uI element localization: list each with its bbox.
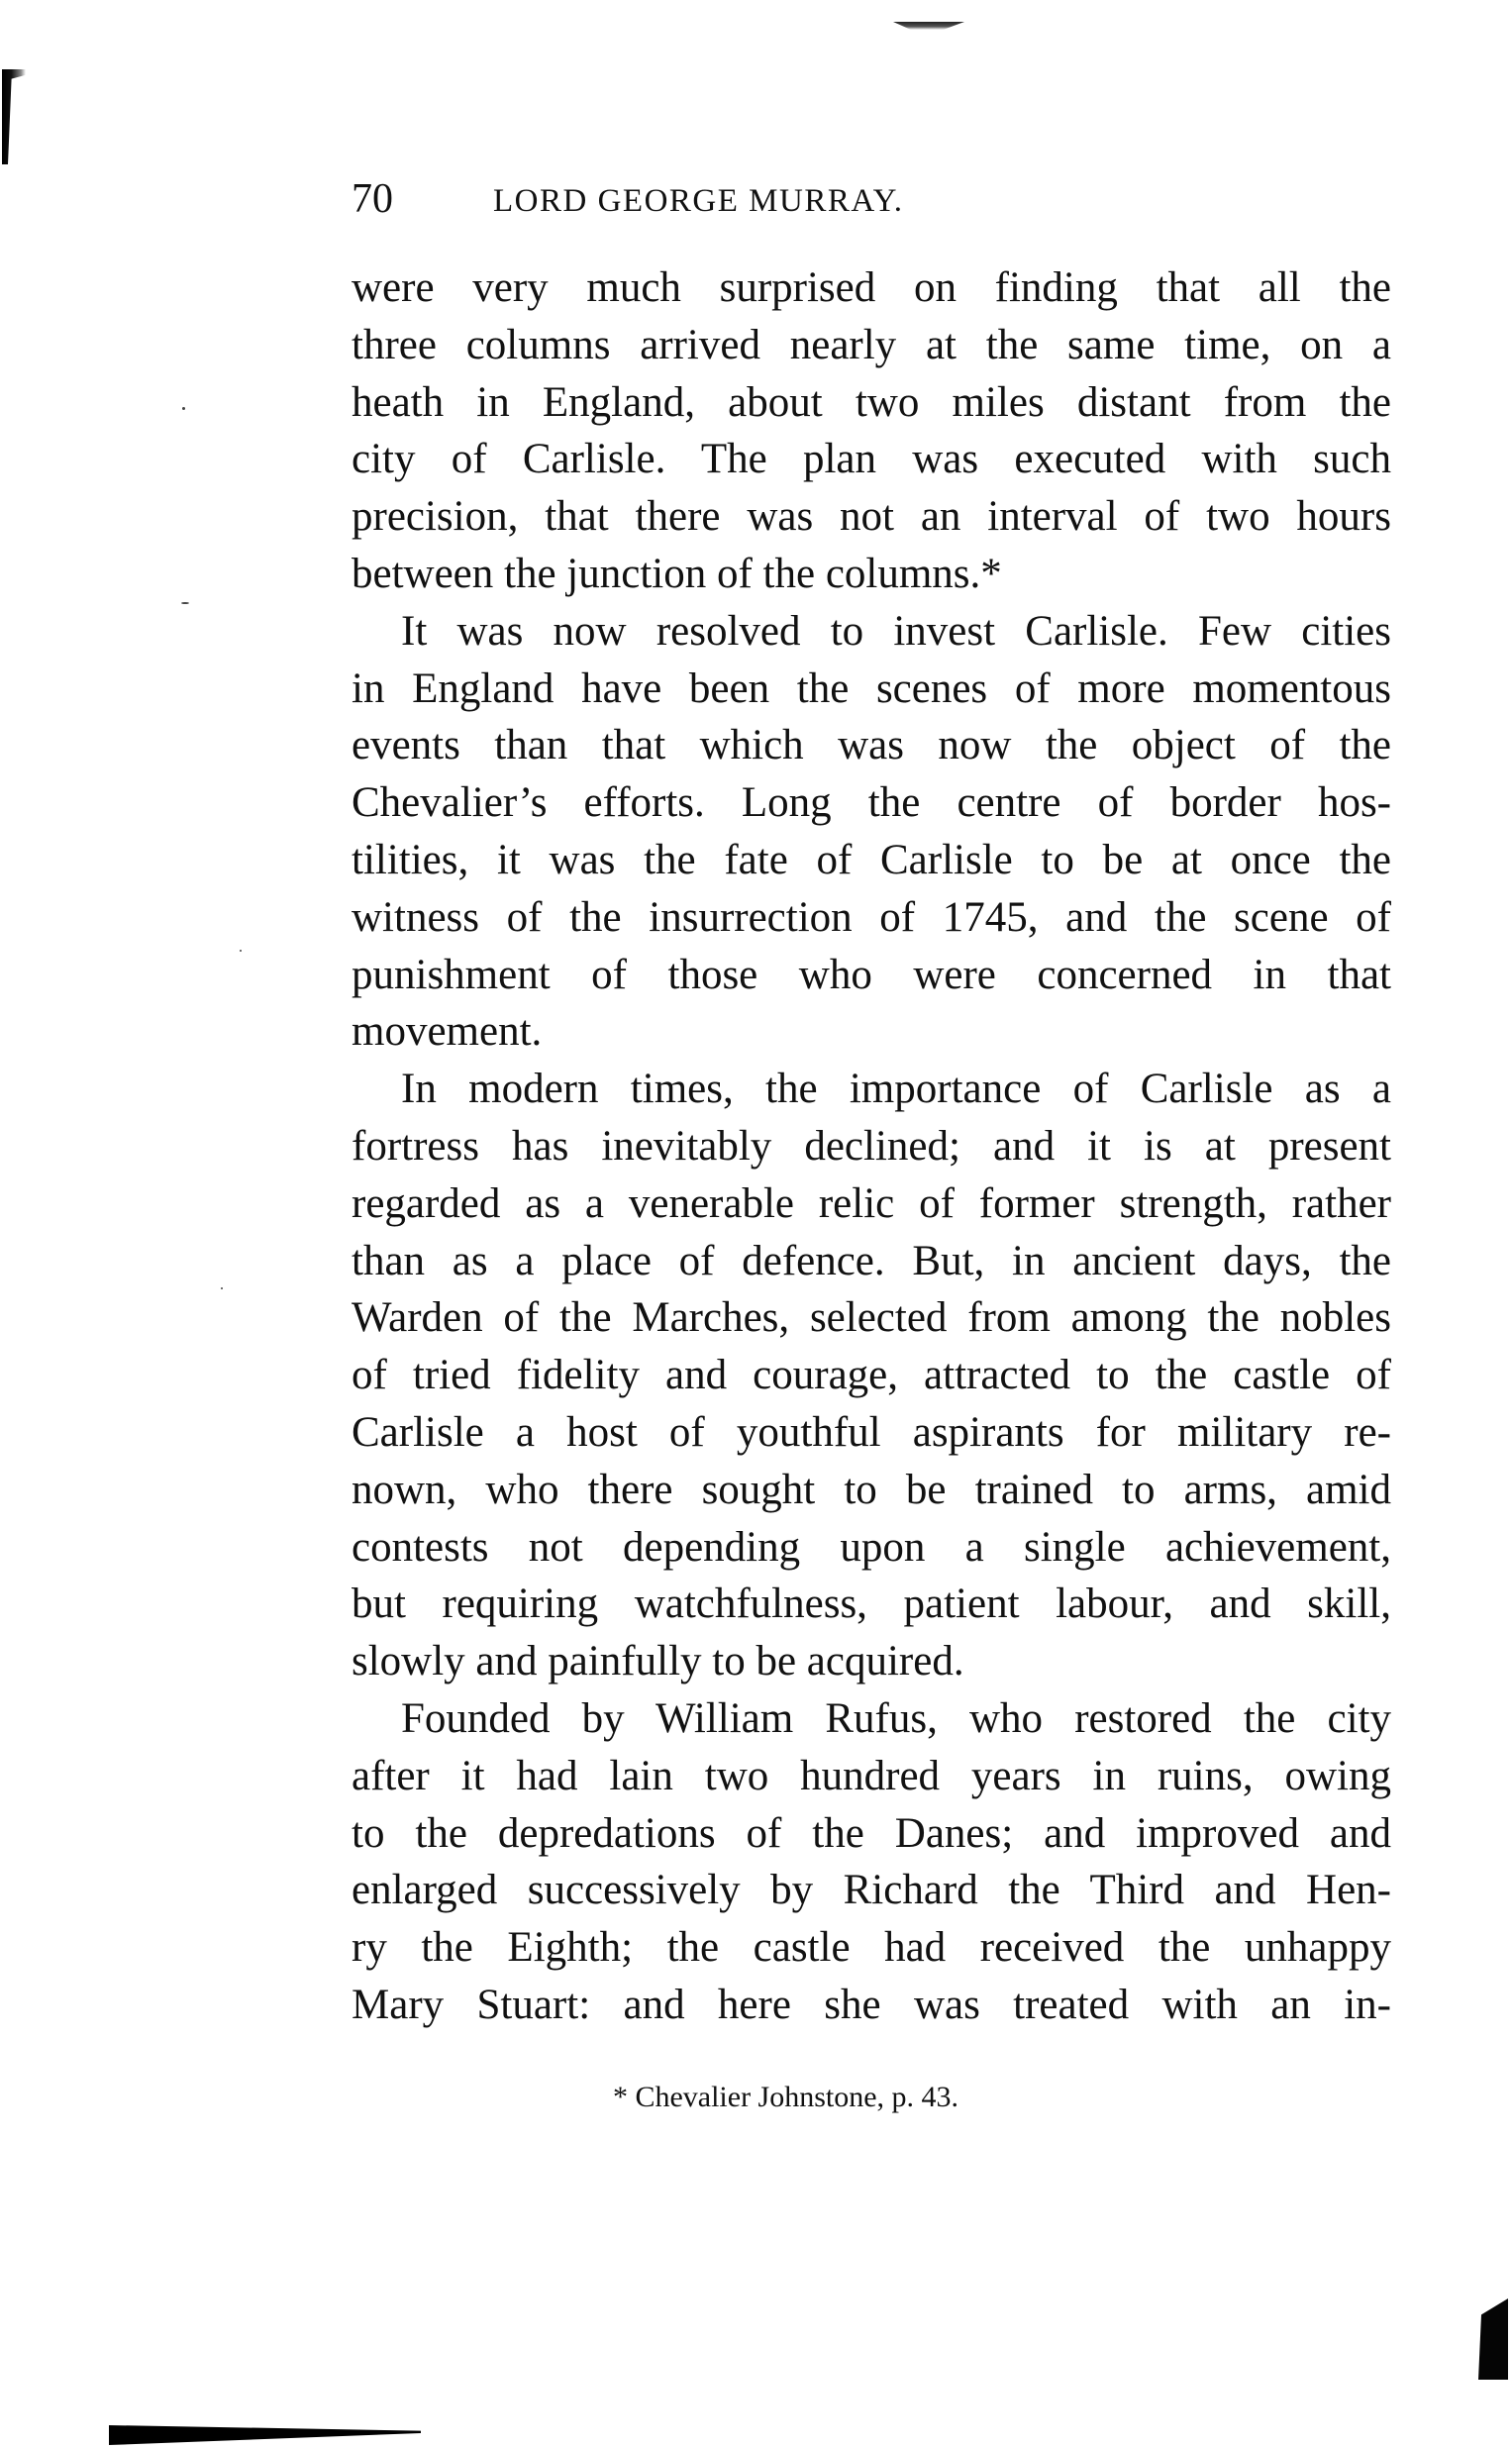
- text-line: between the junction of the columns.*: [352, 550, 1002, 597]
- text-line: witness of the insurrection of 1745, and the scene of: [352, 893, 1391, 941]
- text-line: nown, who there sought to be trained to arms, amid: [352, 1466, 1391, 1513]
- text-line: Chevalier’s efforts. Long the centre of border hos-: [352, 779, 1391, 827]
- text-line: regarded as a venerable relic of former strength, rather: [352, 1179, 1391, 1227]
- footnote: * Chevalier Johnstone, p. 43.: [612, 2081, 959, 2113]
- text-line: ry the Eighth; the castle had received the unhappy: [352, 1924, 1391, 1972]
- text-line: city of Carlisle. The plan was executed with such: [352, 436, 1391, 483]
- text-line: punishment of those who were concerned in that: [352, 951, 1391, 998]
- text-line: to the depredations of the Danes; and improved and: [352, 1809, 1391, 1857]
- text-line: but requiring watchfulness, patient labour, and skill,: [352, 1581, 1391, 1628]
- text-line: Warden of the Marches, selected from among the nobles: [352, 1294, 1391, 1342]
- running-head: [352, 174, 1391, 224]
- text-line: tilities, it was the fate of Carlisle to be at once the: [352, 836, 1391, 883]
- text-line: Mary Stuart: and here she was treated with an in-: [352, 1981, 1391, 2028]
- text-line: heath in England, about two miles distant from the: [352, 378, 1391, 426]
- text-line: in England have been the scenes of more momentous: [352, 664, 1391, 712]
- text-line: of tried fidelity and courage, attracted to the castle of: [352, 1352, 1391, 1399]
- scan-artifact-left-corner: [2, 69, 26, 164]
- body-text: [352, 259, 1391, 2034]
- scan-speck: [182, 407, 185, 410]
- text-line: In modern times, the importance of Carlisle as a: [401, 1066, 1391, 1113]
- text-line: three columns arrived nearly at the same time, on a: [352, 321, 1391, 368]
- text-line: events than that which was now the object of the: [352, 722, 1391, 769]
- text-line: fortress has inevitably declined; and it is at present: [352, 1122, 1391, 1170]
- text-line: than as a place of defence. But, in ancient days, the: [352, 1237, 1391, 1284]
- text-line: Founded by William Rufus, who restored the city: [401, 1694, 1391, 1742]
- text-line: precision, that there was not an interval of two hours: [352, 493, 1391, 541]
- text-line: after it had lain two hundred years in ruins, owing: [352, 1752, 1391, 1799]
- text-line: slowly and painfully to be acquired.: [352, 1638, 964, 1685]
- scan-artifact-top: [893, 22, 964, 30]
- text-line: It was now resolved to invest Carlisle. Few cities: [401, 607, 1391, 655]
- scan-artifact-right-edge: [1478, 2298, 1508, 2380]
- text-line: contests not depending upon a single achievement,: [352, 1523, 1391, 1571]
- text-line: Carlisle a host of youthful aspirants for military re-: [352, 1408, 1391, 1456]
- text-line: enlarged successively by Richard the Third and Hen-: [352, 1867, 1391, 1914]
- text-line: were very much surprised on finding that all the: [352, 264, 1391, 311]
- text-line: movement.: [352, 1008, 543, 1056]
- scan-speck: [181, 602, 189, 604]
- scan-artifact-bottom-rule: [109, 2425, 421, 2445]
- page-number: 70: [352, 176, 393, 222]
- scan-speck: [221, 1287, 223, 1289]
- scan-speck: [240, 950, 242, 952]
- running-title: LORD GEORGE MURRAY.: [493, 183, 904, 219]
